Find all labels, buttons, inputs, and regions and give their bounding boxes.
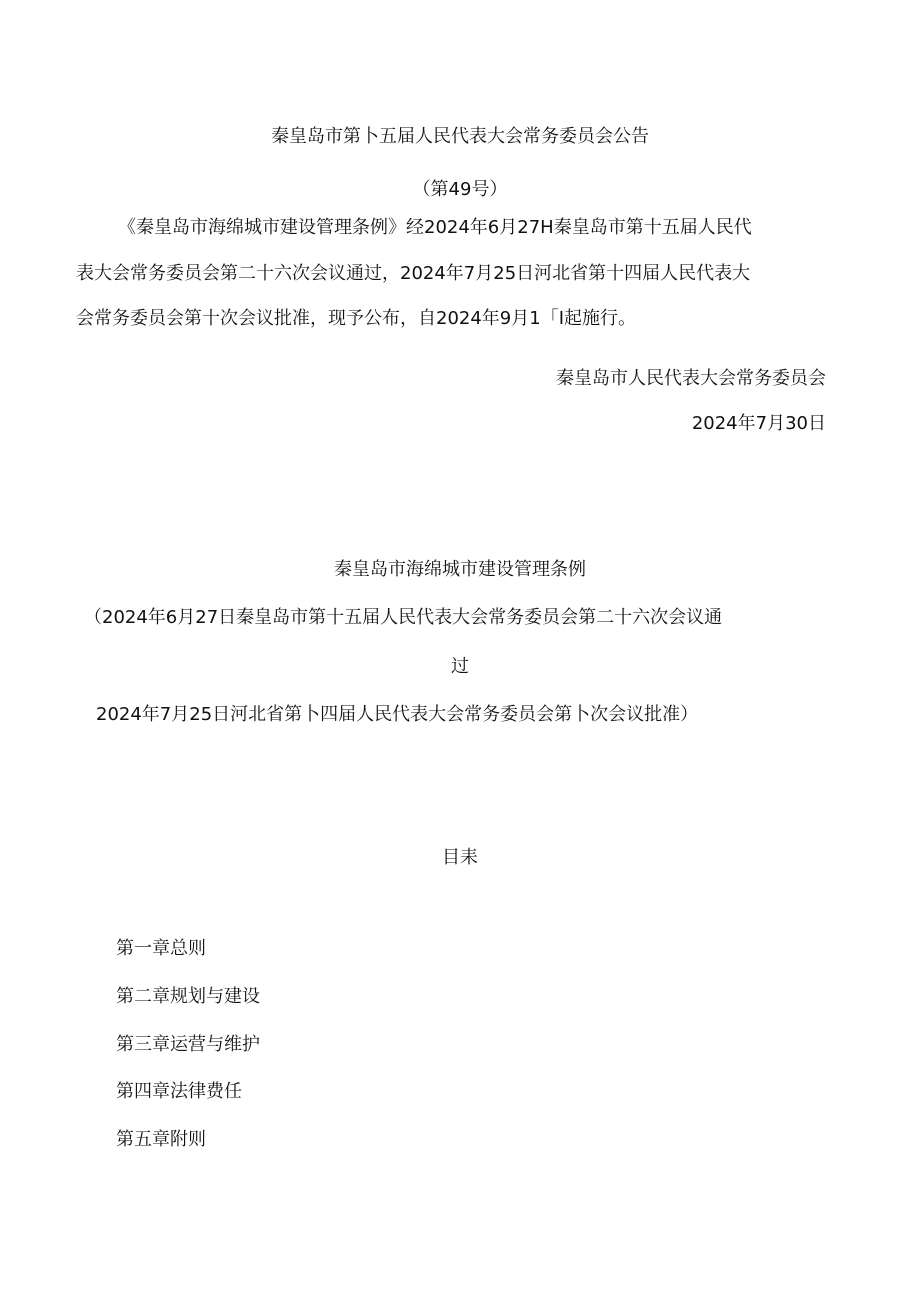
toc-item: 第四章法律费任 [116,1081,242,1102]
regulation-title: 秦皇岛市海绵城市建设管理条例 [334,559,586,580]
announcement-body-line: 《秦皇岛市海绵城市建设管理条例》经2024年6月27H秦皇岛市第十五届人民代 [118,217,752,238]
toc-item: 第五章附则 [116,1129,206,1150]
announcement-issuer: 秦皇岛市人民代表大会常务委员会 [556,368,826,389]
announcement-date: 2024年7月30日 [691,413,826,434]
announcement-body-line: 会常务委员会第十次会议批准，现予公布，自2024年9月1「I起施行。 [76,308,637,329]
regulation-note-line: 过 [451,656,469,677]
announcement-number: （第49号） [412,179,508,200]
announcement-title: 秦皇岛市第卜五届人民代表大会常务委员会公告 [271,126,649,147]
toc-item: 第三章运营与维护 [116,1034,260,1055]
regulation-note-line: 2024年7月25日河北省第卜四届人民代表大会常务委员会第卜次会议批准） [96,704,699,725]
toc-heading: 目耒 [442,847,478,868]
announcement-body-line: 表大会常务委员会第二十六次会议通过，2024年7月25日河北省第十四届人民代表大 [76,263,751,284]
toc-item: 第一章总则 [116,938,206,959]
toc-item: 第二章规划与建设 [116,986,260,1007]
regulation-note-line: （2024年6月27日秦皇岛市第十五届人民代表大会常务委员会第二十六次会议通 [84,607,723,628]
